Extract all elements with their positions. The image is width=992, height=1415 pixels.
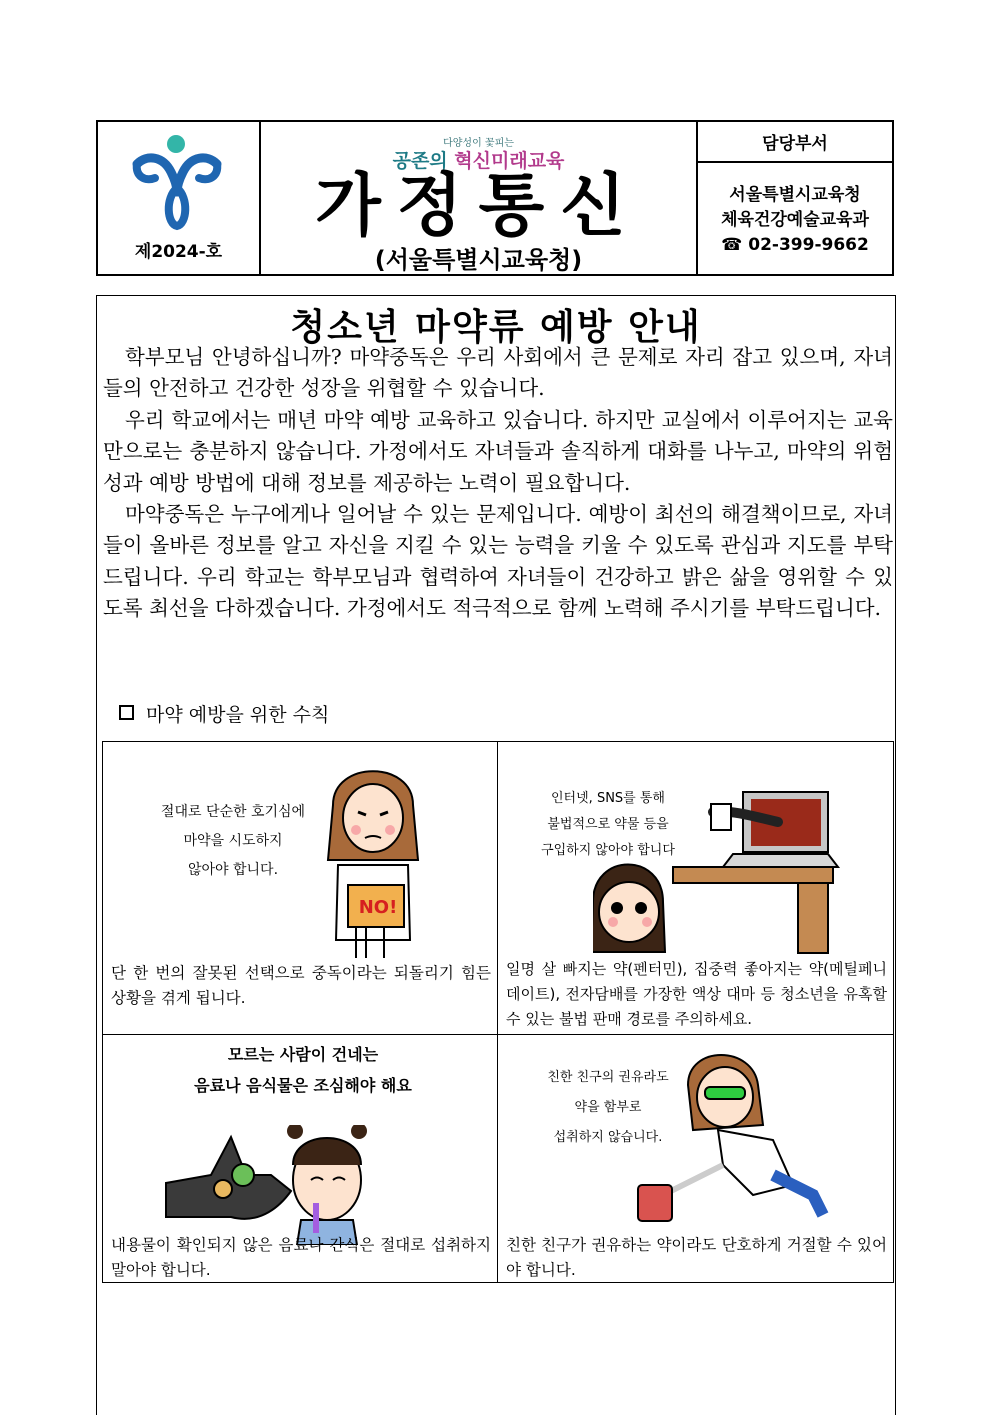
tip-3-art-text <box>173 1039 433 1101</box>
tip-3-art-line: 모르는 사람이 건네는 <box>227 1045 379 1064</box>
slogan-prefix: 공존의 <box>392 150 455 172</box>
tip-card-3 <box>103 1035 498 1283</box>
newsletter-subtitle: (서울특별시교육청) <box>374 246 583 274</box>
tip-1-caption: 단 한 번의 잘못된 선택으로 중독이라는 되돌리기 힘든 상황을 겪게 됩니다. <box>111 964 491 1007</box>
body-text <box>103 342 893 625</box>
tip-card-1 <box>103 742 498 1035</box>
section-heading <box>119 700 329 727</box>
slogan-accent: 혁신미래교육 <box>454 150 565 172</box>
newsletter-title: 가정통신 <box>315 167 642 246</box>
section-heading-text: 마약 예방을 위한 수칙 <box>146 704 330 726</box>
department-division: 체육건강예술교육과 <box>721 210 869 230</box>
department-info <box>698 163 892 258</box>
tip-4-art-line: 섭취하지 않습니다. <box>553 1130 663 1145</box>
tip-1-art-text <box>143 798 323 885</box>
tip-1-art-line: 절대로 단순한 호기심에 <box>160 804 306 820</box>
education-office-logo <box>129 132 225 232</box>
page-title: 청소년 마약류 예방 안내 <box>290 307 702 348</box>
tip-1-art-line: 마약을 시도하지 <box>183 833 283 849</box>
paragraph-3: 마약중독은 누구에게나 일어날 수 있는 문제입니다. 예방이 최선의 해결책이므로, 자녀들이 올바른 정보를 알고 자신을 지킬 수 있는 능력을 키울 수 있도록 관심과 지도를 부탁드립니다. 우리 학교는 학부모님과 협력하여 자녀들이 건강하고 밝은 삶을 영위할 수 있도록 최선을 다하겠습니다. 가정에서도 적극적으로 함께 노력해 주시기를 부탁드립니다. <box>103 502 893 621</box>
no-sign: NO! <box>358 897 398 918</box>
tip-2-art-line: 인터넷, SNS를 통해 <box>551 791 665 806</box>
paragraph-1: 학부모님 안녕하십니까? 마약중독은 우리 사회에서 큰 문제로 자리 잡고 있으며, 자녀들의 안전하고 건강한 성장을 위협할 수 있습니다. <box>103 345 893 401</box>
title-cell <box>261 122 698 274</box>
department-org: 서울특별시교육청 <box>729 185 861 205</box>
laptop-desk-illustration <box>593 782 843 957</box>
logo-cell <box>98 122 261 274</box>
tip-card-4 <box>498 1035 893 1283</box>
tips-grid <box>102 741 894 1283</box>
tip-3-caption: 내용물이 확인되지 않은 음료나 간식은 절대로 섭취하지 말아야 합니다. <box>111 1236 491 1279</box>
gavel-illustration <box>633 1045 833 1230</box>
newsletter-header <box>96 120 894 276</box>
tip-card-2 <box>498 742 893 1035</box>
tip-2-caption: 일명 살 빠지는 약(펜터민), 집중력 좋아지는 약(메틸페니데이트), 전자담배를 가장한 액상 대마 등 청소년을 유혹할 수 있는 불법 판매 경로를 주의하세요. <box>506 960 887 1028</box>
tip-3-art-line: 음료나 음식물은 조심해야 해요 <box>194 1076 412 1095</box>
tip-1-art-line: 않아야 합니다. <box>187 862 279 878</box>
paragraph-2: 우리 학교에서는 매년 마약 예방 교육하고 있습니다. 하지만 교실에서 이루어지는 교육만으로는 충분하지 않습니다. 가정에서도 자녀들과 솔직하게 대화를 나누고, 마약의 위험성과 예방 방법에 대해 정보를 제공하는 노력이 필요합니다. <box>103 407 893 495</box>
slogan-small: 다양성이 꽃피는 <box>443 138 514 149</box>
issue-number: 제2024-호 <box>134 242 223 262</box>
doctor-illustration <box>318 750 428 960</box>
tip-2-art-line: 불법적으로 약물 등을 <box>547 817 669 832</box>
hands-candy-illustration <box>161 1125 421 1245</box>
tip-4-art-line: 약을 함부로 <box>574 1100 642 1115</box>
department-phone: ☎ 02-399-9662 <box>721 235 869 255</box>
department-cell <box>698 122 892 274</box>
tip-4-caption: 친한 친구가 권유하는 약이라도 단호하게 거절할 수 있어야 합니다. <box>506 1236 887 1279</box>
department-heading: 담당부서 <box>698 122 892 163</box>
checkbox-square-icon <box>119 705 134 720</box>
tip-2-art-line: 구입하지 않아야 합니다 <box>541 843 675 858</box>
tip-4-art-line: 친한 친구의 권유라도 <box>547 1070 669 1085</box>
main-frame <box>96 295 896 1415</box>
